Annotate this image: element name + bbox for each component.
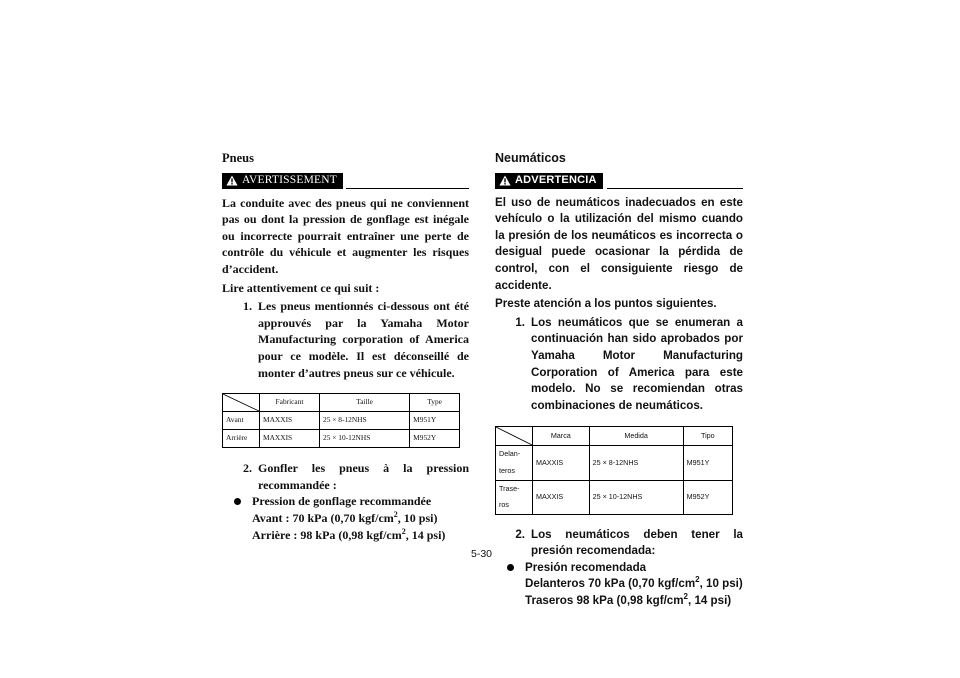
rear-pressure: Traseros 98 kPa (0,98 kgf/$cm^2$, 14 psi): [525, 592, 732, 608]
item-number: 2.: [243, 461, 252, 476]
cell-maker: MAXXIS: [533, 446, 590, 480]
warning-triangle-icon: [499, 175, 511, 186]
rear-pressure: Arrière : 98 kPa (0,98 kgf/$cm^2$, 14 psi): [252, 526, 446, 542]
table-corner-cell: [496, 427, 533, 446]
table-header: Type: [410, 394, 460, 412]
table-header: Tipo: [683, 427, 732, 446]
warning-triangle-icon: [226, 175, 238, 186]
section-heading: Pneus: [222, 151, 254, 165]
section-heading: Neumáticos: [495, 151, 566, 165]
warning-text: La conduite avec des pneus qui ne conviennent pas ou dont la pression de gonflage est inégale ou incorrecte pourrait entraîner une perte de contrôle du véhicule et augmenter les risques d’accident.: [222, 195, 469, 276]
warning-rule: [346, 188, 469, 189]
diagonal-line: [223, 394, 261, 412]
page-number: 5-30: [471, 548, 493, 560]
warning-badge: [495, 173, 603, 189]
warning-label: AVERTISSEMENT: [242, 174, 337, 187]
item-text: Los neumáticos deben tener la presión recomendada:: [531, 527, 743, 558]
warning-rule: [607, 188, 743, 189]
pressure-bullet: [495, 560, 743, 610]
bullet-icon: [507, 560, 525, 610]
table-corner-cell: [223, 394, 260, 412]
spanish-column: [495, 150, 743, 610]
table-header-row: [223, 394, 460, 412]
french-column: [222, 150, 469, 543]
warning-label: ADVERTENCIA: [515, 174, 597, 187]
bullet-icon: [234, 493, 252, 543]
item-number: 1.: [515, 315, 525, 329]
warning-header: [495, 173, 743, 191]
table-row: [223, 412, 460, 430]
warning-badge: [222, 173, 343, 189]
cell-size: 25 × 8-12NHS: [320, 412, 410, 430]
intro-text: Preste atención a los puntos siguientes.: [495, 297, 717, 311]
pressure-bullet: [222, 493, 469, 543]
warning-header: [222, 173, 469, 191]
row-label: Trase-ros: [496, 480, 533, 514]
tire-table: [222, 393, 460, 448]
bullet-content: [525, 560, 743, 610]
cell-maker: MAXXIS: [533, 480, 590, 514]
cell-maker: MAXXIS: [260, 412, 320, 430]
warning-text: El uso de neumáticos inadecuados en este vehículo o la utilización del mismo cuando la presión de los neumáticos es incorrecta o desigual puede ocasionar la pérdida de control, con el consiguiente riesgo de accidente.: [495, 195, 743, 292]
table-row: [496, 480, 733, 514]
list-item: [222, 460, 469, 493]
diagonal-line: [496, 427, 534, 446]
row-label: Avant: [223, 412, 260, 430]
list-item: [495, 315, 743, 415]
table-row: [223, 430, 460, 448]
bullet-title: Pression de gonflage recommandée: [252, 494, 432, 509]
cell-size: 25 × 10-12NHS: [589, 480, 683, 514]
item-text: Gonfler les pneus à la pression recommandée :: [258, 461, 469, 492]
front-pressure: Avant : 70 kPa (0,70 kgf/$cm^2$, 10 psi): [252, 509, 438, 525]
item-text: Les pneus mentionnés ci-dessous ont été approuvés par la Yamaha Motor Manufacturing corporation of America pour ce modèle. Il est déconseillé de monter d’autres pneus sur ce véhicule.: [258, 299, 469, 380]
table-row: [496, 446, 733, 480]
cell-type: M952Y: [683, 480, 732, 514]
bullet-content: [252, 493, 445, 543]
row-label: Arrière: [223, 430, 260, 448]
table-header: Medida: [589, 427, 683, 446]
cell-type: M951Y: [410, 412, 460, 430]
row-label: Delan-teros: [496, 446, 533, 480]
cell-type: M951Y: [683, 446, 732, 480]
tire-table: [495, 426, 733, 514]
bullet-title: Presión recomendada: [525, 560, 647, 574]
table-header: Marca: [533, 427, 590, 446]
table-header: Taille: [320, 394, 410, 412]
item-number: 2.: [515, 527, 525, 541]
intro-text: Lire attentivement ce qui suit :: [222, 280, 380, 295]
cell-maker: MAXXIS: [260, 430, 320, 448]
cell-type: M952Y: [410, 430, 460, 448]
cell-size: 25 × 8-12NHS: [589, 446, 683, 480]
cell-size: 25 × 10-12NHS: [320, 430, 410, 448]
table-header-row: [496, 427, 733, 446]
item-text: Los neumáticos que se enumeran a continuación han sido aprobados por Yamaha Motor Manufacturing Corporation of America para este modelo. No se recomiendan otras combinaciones de neumáticos.: [531, 315, 743, 412]
list-item: [495, 527, 743, 560]
table-header: Fabricant: [260, 394, 320, 412]
item-number: 1.: [243, 299, 252, 314]
list-item: [222, 298, 469, 381]
front-pressure: Delanteros 70 kPa (0,70 kgf/$cm^2$, 10 psi): [525, 575, 743, 591]
